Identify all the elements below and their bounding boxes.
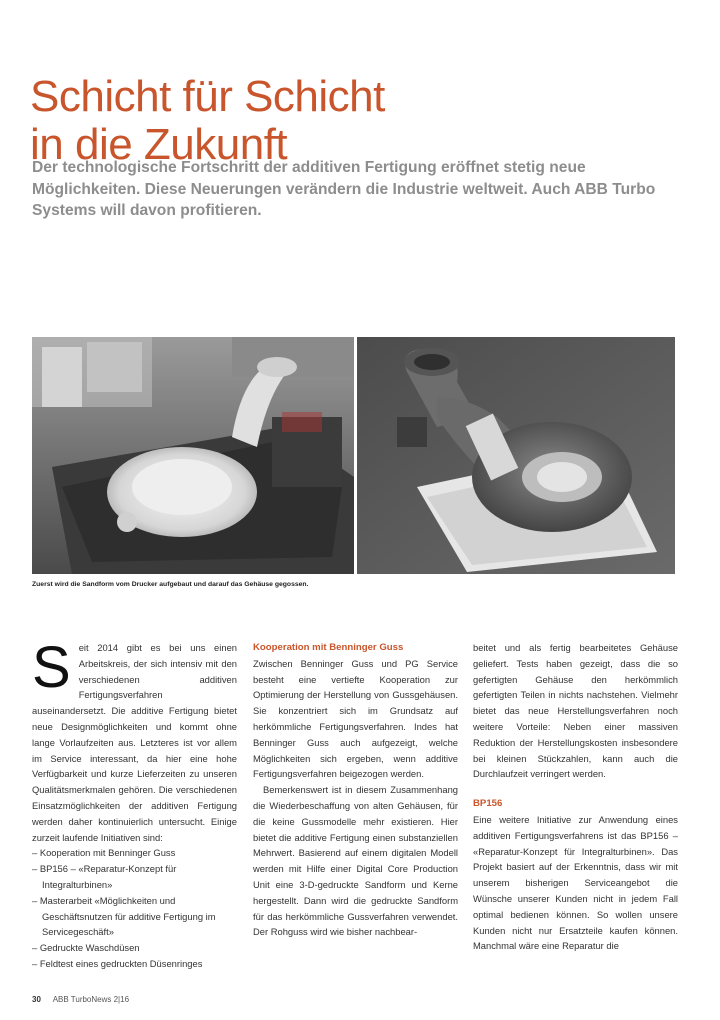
text-column-2 bbox=[253, 640, 458, 940]
text-column-1 bbox=[32, 635, 237, 972]
initiative-list bbox=[32, 845, 237, 971]
article-title bbox=[30, 73, 690, 169]
body-paragraph: Zwischen Benninger Guss und PG Service besteht eine vertiefte Kooperation zur Optimierung der Herstellung von Gussgehäusen. Sie konzentriert sich im Grundsatz auf herkömmliche Fertigungsverfahren. Indes hat Benninger Guss auch aufgezeigt, welche Möglichkeiten sich ergeben, wenn additive Fertigungsverfahren beigezogen werden. bbox=[253, 657, 458, 780]
publication-name: ABB TurboNews 2|16 bbox=[52, 995, 130, 1004]
drop-cap: S bbox=[32, 635, 71, 700]
list-item: – BP156 – «Reparatur-Konzept für Integralturbinen» bbox=[32, 863, 177, 890]
title-line-2: in die Zukunft bbox=[30, 120, 288, 170]
list-item: – Kooperation mit Benninger Guss bbox=[32, 847, 176, 859]
section-heading-bp156: BP156 bbox=[473, 798, 503, 810]
text-column-3 bbox=[473, 640, 678, 954]
sand-mold-photo bbox=[32, 337, 354, 574]
title-line-1: Schicht für Schicht bbox=[30, 72, 385, 122]
intro-text: eit 2014 gibt es bei uns einen Arbeitskreis, der sich intensiv mit den verschiedenen additiven Fertigungsverfahren auseinandersetzt. Die additive Fertigung bietet neue Designmöglichkeiten und kommt ohne lange Vorlaufzeiten aus. Letzteres ist vor allem im Service interessant, da hier eine hohe Verfügbarkeit und kurze Lieferzeiten zu unseren Qualitätsmerkmalen gehören. Die verschiedenen Einsatzmöglichkeiten der additiven Fertigung werden daher kontinuierlich untersucht. Einige zurzeit laufende Initiativen sind: bbox=[32, 642, 237, 843]
page-footer bbox=[32, 995, 129, 1004]
photo-caption: Zuerst wird die Sandform vom Drucker aufgebaut und darauf das Gehäuse gegossen. bbox=[32, 581, 309, 588]
section-heading-cooperation: Kooperation mit Benninger Guss bbox=[253, 642, 404, 653]
lead-paragraph: Der technologische Fortschritt der additiven Fertigung eröffnet stetig neue Möglichkeiten. Diese Neuerungen verändern die Industrie weltweit. Auch ABB Turbo Systems will davon profitieren. bbox=[32, 159, 656, 219]
body-paragraph: Eine weitere Initiative zur Anwendung eines additiven Fertigungsverfahrens ist das BP156 – «Reparatur-Konzept für Integralturbinen». Das Projekt basiert auf der Erkenntnis, dass wir mit unserem bisherigen Serviceangebot die Wünsche unserer Kunden nicht in jedem Fall optimal bedienen können. So wollen unsere Kunden nicht nur Ersatzteile kaufen können. Manchmal wäre eine Reparatur die bbox=[473, 813, 678, 952]
body-paragraph: Bemerkenswert ist in diesem Zusammenhang die Wiederbeschaffung von alten Gehäusen, für die keine Gussmodelle mehr existieren. Hier bietet die additive Fertigung einen substanziellen Mehrwert. Basierend auf einem digitalen Modell werden mit Hilfe einer Digital Core Production Unit eine 3-D-gedruckte Sandform und Kerne hergestellt. Dann wird die gedruckte Sandform für das herkömmliche Gussverfahren verwendet. Der Rohguss wird wie bisher nachbear- bbox=[253, 784, 458, 938]
cast-housing-photo bbox=[357, 337, 675, 574]
page-number: 30 bbox=[32, 995, 41, 1004]
list-item: – Gedruckte Waschdüsen bbox=[32, 942, 140, 954]
list-item: – Masterarbeit «Möglichkeiten und Geschäftsnutzen für additive Fertigung im Servicegeschäft» bbox=[32, 894, 216, 938]
intro-paragraph bbox=[32, 635, 237, 845]
list-item: – Feldtest eines gedruckten Düsenringes bbox=[32, 957, 203, 969]
body-paragraph: beitet und als fertig bearbeitetes Gehäuse geliefert. Tests haben gezeigt, dass die so gefertigten Gehäuse den herkömmlich gefertigten Teilen in nichts nachstehen. Vielmehr bietet das neue Herstellungsverfahren noch weitere Vorteile: Neben einer massiven Reduktion der Herstellungskosten insbesondere bei kleinen Stückzahlen, kann auch die Durchlaufzeit verringert werden. bbox=[473, 642, 678, 780]
